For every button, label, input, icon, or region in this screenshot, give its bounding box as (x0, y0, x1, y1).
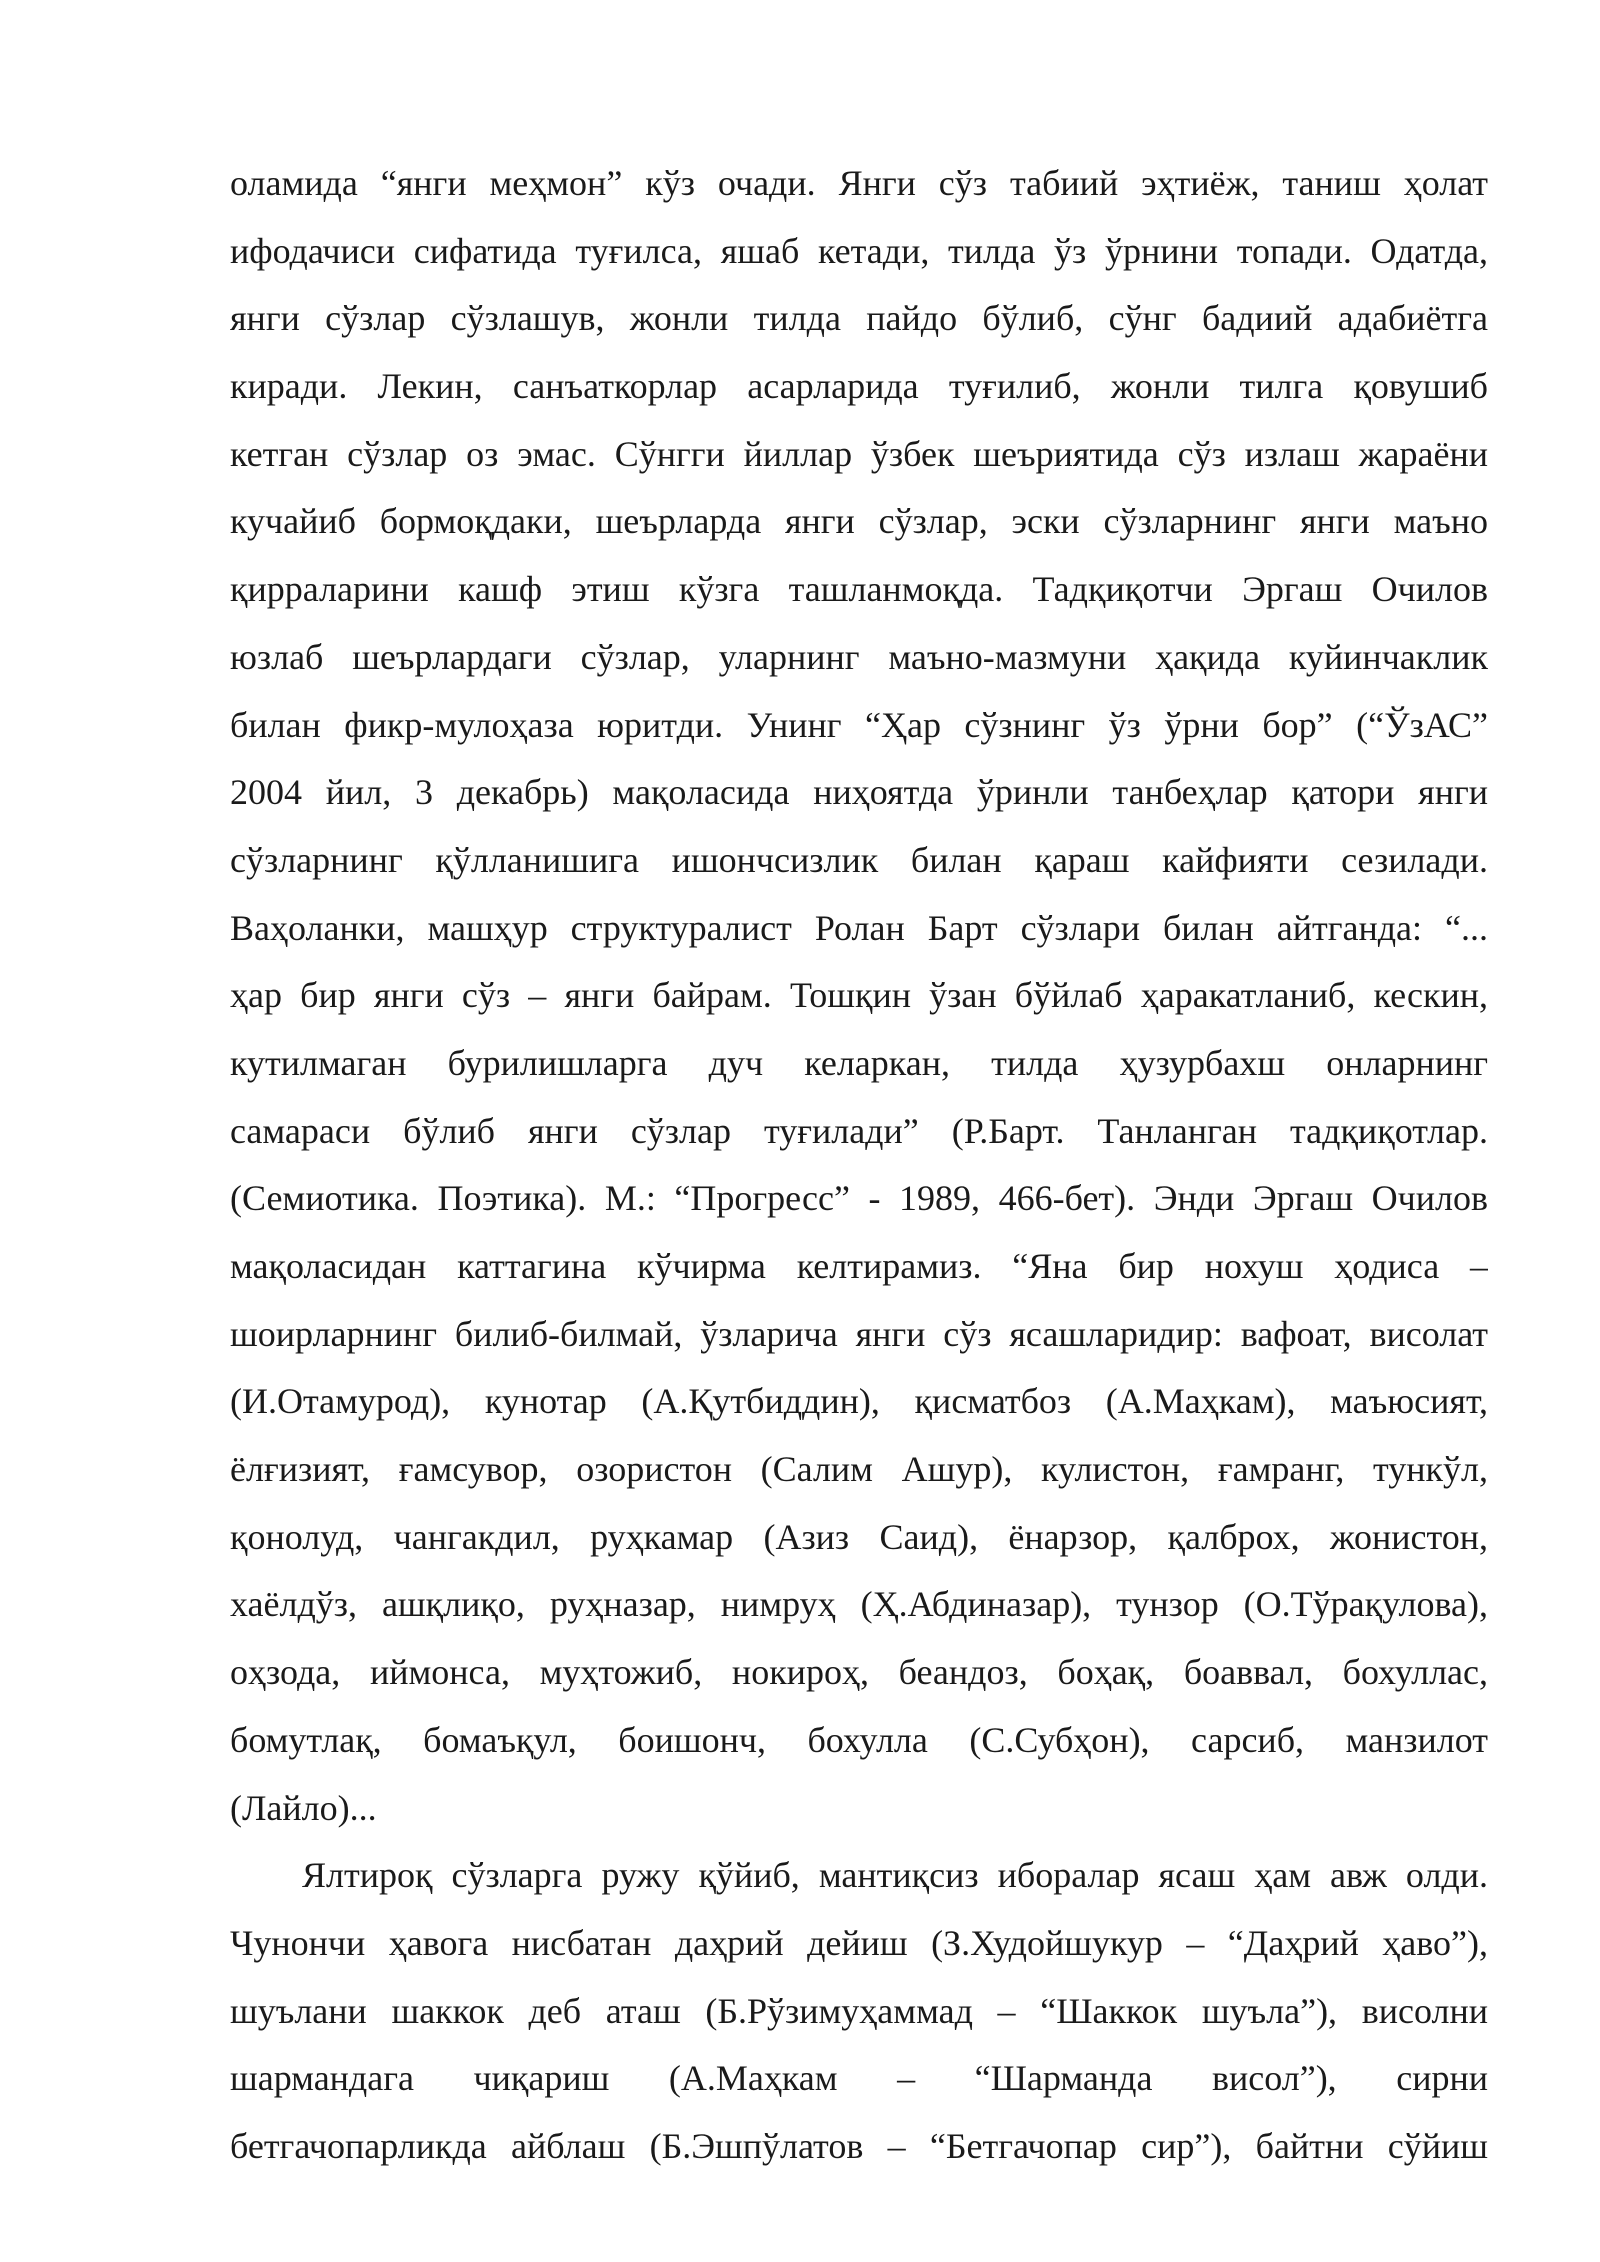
text-line: Ваҳоланки, машҳур структуралист Ролан Барт сўзлари билан айтганда: “... (230, 907, 1488, 948)
text-line: қирраларини кашф этиш кўзга ташланмоқда. Тадқиқотчи Эргаш Очилов (230, 569, 1488, 610)
text-line: киради. Лекин, санъаткорлар асарларида туғилиб, жонли тилга қовушиб (230, 366, 1488, 407)
text-line: шармандага чиқариш (А.Маҳкам – “Шарманда висол”), сирни (230, 2058, 1488, 2099)
text-line: сўзларнинг қўлланишига ишончсизлик билан қараш кайфияти сезилади. (230, 839, 1488, 880)
text-line: шуълани шаккок деб аташ (Б.Рўзимуҳаммад – “Шаккок шуъла”), висолни (230, 1990, 1488, 2031)
paragraph-first-line: Ялтироқ сўзларга ружу қўйиб, мантиқсиз иборалар ясаш ҳам авж олди. (302, 1855, 1488, 1896)
text-line: самараси бўлиб янги сўзлар туғилади” (Р.Барт. Танланган тадқиқотлар. (230, 1110, 1488, 1151)
text-line: оламида “янги меҳмон” кўз очади. Янги сўз табиий эҳтиёж, таниш ҳолат (230, 163, 1488, 203)
text-line: кетган сўзлар оз эмас. Сўнгги йиллар ўзбек шеъриятида сўз излаш жараёни (230, 433, 1488, 474)
text-line: қонолуд, чангакдил, руҳкамар (Азиз Саид), ёнарзор, қалброх, жонистон, (230, 1516, 1488, 1557)
text-line: янги сўзлар сўзлашув, жонли тилда пайдо бўлиб, сўнг бадиий адабиётга (230, 298, 1488, 339)
body-text (230, 150, 1488, 2181)
text-line: юзлаб шеърлардаги сўзлар, уларнинг маъно-мазмуни ҳақида куйинчаклик (230, 636, 1488, 677)
text-line: (Семиотика. Поэтика). М.: “Прогресс” - 1989, 466-бет). Энди Эргаш Очилов (230, 1178, 1488, 1219)
text-line: хаёлдўз, ашқлиқо, руҳназар, нимруҳ (Ҳ.Абдиназар), тунзор (О.Тўрақулова), (230, 1584, 1488, 1625)
text-line: мақоласидан каттагина кўчирма келтирамиз. “Яна бир нохуш ҳодиса – (230, 1246, 1488, 1286)
text-line: ёлғизият, ғамсувор, озористон (Салим Ашур), кулистон, ғамранг, тункўл, (230, 1449, 1488, 1490)
text-line: (Лайло)... (230, 1787, 377, 1828)
text-line: кутилмаган бурилишларга дуч келаркан, тилда ҳузурбахш онларнинг (230, 1042, 1488, 1083)
text-line: Чунончи ҳавога нисбатан даҳрий дейиш (З.Худойшукур – “Даҳрий ҳаво”), (230, 1922, 1488, 1963)
text-line: билан фикр-мулоҳаза юритди. Унинг “Ҳар сўзнинг ўз ўрни бор” (“ЎзАС” (230, 704, 1488, 745)
text-line: ифодачиси сифатида туғилса, яшаб кетади, тилда ўз ўрнини топади. Одатда, (230, 230, 1488, 271)
text-line: 2004 йил, 3 декабрь) мақоласида ниҳоятда ўринли танбеҳлар қатори янги (230, 772, 1488, 813)
text-line: бомутлақ, бомаъқул, боишонч, бохулла (С.Субҳон), сарсиб, манзилот (230, 1719, 1488, 1760)
text-line: кучайиб бормоқдаки, шеърларда янги сўзлар, эски сўзларнинг янги маъно (230, 501, 1488, 542)
text-line: бетгачопарликда айблаш (Б.Эшпўлатов – “Бетгачопар сир”), байтни сўйиш (230, 2125, 1488, 2166)
text-line: оҳзода, иймонса, муҳтожиб, нокироҳ, беандоз, боҳақ, боаввал, бохуллас, (230, 1652, 1488, 1693)
text-line: шоирларнинг билиб-билмай, ўзларича янги сўз ясашларидир: вафоат, висолат (230, 1313, 1488, 1354)
text-line: ҳар бир янги сўз – янги байрам. Тошқин ўзан бўйлаб ҳаракатланиб, кескин, (230, 975, 1488, 1016)
text-line: (И.Отамурод), кунотар (А.Қутбиддин), қисматбоз (А.Маҳкам), маъюсият, (230, 1381, 1488, 1422)
